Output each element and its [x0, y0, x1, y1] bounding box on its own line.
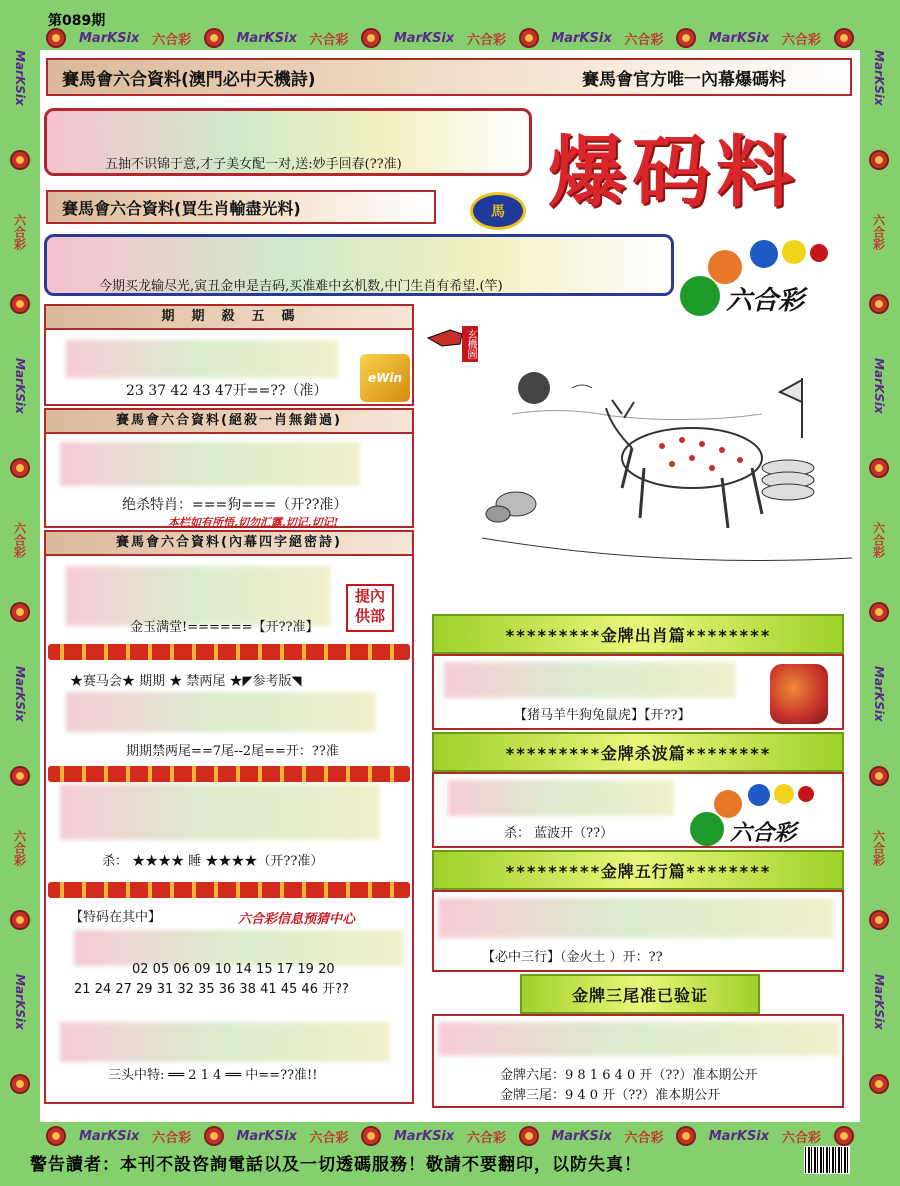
orange-dot-icon	[708, 250, 742, 284]
flower-icon	[46, 28, 66, 48]
lhc-text: 六合彩	[781, 32, 821, 48]
title-bar-top	[46, 58, 852, 96]
flower-icon	[46, 1126, 66, 1146]
blue-dot-icon	[750, 240, 778, 268]
logo-text: 馬	[491, 204, 505, 220]
gold-six-tail: 金牌六尾：9 8 1 6 4 0 开（??）准本期公开	[500, 1068, 758, 1083]
blur-band	[74, 930, 404, 966]
lhc-text: 六合彩	[624, 32, 664, 48]
fist-money-icon	[770, 664, 828, 724]
brand-text: MarKSix	[13, 974, 27, 1030]
kill-zodiac-warning: 本栏如有所悟,切勿汇露,切记,切记!	[168, 516, 339, 529]
flower-icon	[10, 294, 30, 314]
section-title: 期 期 殺 五 碼	[46, 306, 412, 330]
issue-number: 第089期	[48, 13, 106, 29]
horse-logo-icon	[470, 192, 526, 230]
gold-wave-line: 杀： 蓝波开（??）	[504, 826, 614, 841]
ban-tail-title: ★赛马会★ 期期 ★ 禁两尾 ★◤参考版◥	[70, 674, 302, 689]
flower-icon	[10, 910, 30, 930]
top-border	[40, 24, 860, 52]
lhc-logo-text: 六合彩	[726, 286, 805, 316]
kill-five-numbers: 23 37 42 43 47开==??（准）	[126, 383, 328, 399]
brand-text: MarKSix	[13, 666, 27, 722]
flower-icon	[10, 150, 30, 170]
lhc-dots-logo	[680, 236, 850, 316]
blur-band	[438, 1022, 840, 1056]
flower-icon	[676, 1126, 696, 1146]
gold-title: *********金牌杀波篇********	[505, 743, 771, 763]
kill-zodiac-line: 绝杀特肖：===狗===（开??准）	[122, 497, 348, 513]
yellow-dot-icon	[774, 784, 794, 804]
footer-warning: 警告讀者：本刊不設咨詢電話以及一切透碼服務！敬請不要翻印，以防失真！	[30, 1155, 642, 1175]
flower-icon	[519, 1126, 539, 1146]
flower-icon	[361, 1126, 381, 1146]
ewin-text: eWin	[367, 371, 403, 385]
green-dot-icon	[690, 812, 724, 846]
kill-zodiac-section	[44, 408, 414, 528]
lhc-logo-text: 六合彩	[730, 820, 797, 846]
header-title1: 賽馬會六合資料(澳門必中天機詩)	[62, 69, 316, 90]
brand-text: MarKSix	[13, 358, 27, 414]
gold-zodiac-line: 【猪马羊牛狗兔鼠虎】【开??】	[514, 708, 691, 723]
right-border	[862, 28, 896, 1116]
blur-band	[444, 662, 736, 698]
flower-icon	[10, 458, 30, 478]
flower-icon	[361, 28, 381, 48]
brand-text: MarKSix	[872, 358, 886, 414]
gold-zodiac-header	[432, 614, 844, 654]
flower-icon	[10, 602, 30, 622]
green-dot-icon	[680, 276, 720, 316]
flower-icon	[204, 1126, 224, 1146]
gold-title: *********金牌五行篇********	[505, 861, 771, 881]
zodiac-text: 今期买龙输尽光,寅丑金申是吉码,买准难中玄机数,中门生肖有希望.(竿)	[99, 279, 503, 294]
brand-text: MarKSix	[872, 666, 886, 722]
red-dot-icon	[798, 786, 814, 802]
flower-icon	[869, 766, 889, 786]
lhc-text: 六合彩	[871, 213, 886, 250]
left-border	[3, 28, 37, 1116]
bottom-border	[40, 1122, 860, 1150]
blur-band	[66, 692, 376, 732]
riddle-illustration	[472, 318, 858, 580]
brand-text: MarKSix	[79, 30, 140, 46]
flower-icon	[834, 28, 854, 48]
blur-band	[60, 784, 380, 840]
lhc-text: 六合彩	[309, 32, 349, 48]
brand-text: MarKSix	[393, 1128, 455, 1144]
red-dot-icon	[810, 244, 828, 262]
blur-band	[60, 442, 360, 486]
illust-tag: 玄機圖	[462, 326, 478, 362]
brand-text: MarKSix	[551, 30, 612, 46]
gold-three-tail: 金牌三尾：9 4 0 开（??）准本期公开	[500, 1088, 721, 1103]
deer-drawing	[472, 318, 858, 580]
crown-divider	[48, 766, 410, 782]
kill-five-section	[44, 304, 414, 406]
three-head-line: 三头中特: ══ 2 1 4 ══ 中==??准!!	[108, 1068, 318, 1083]
flower-icon	[10, 766, 30, 786]
blur-band	[60, 1022, 390, 1062]
lhc-text: 六合彩	[466, 1130, 506, 1146]
flower-icon	[10, 1074, 30, 1094]
flower-icon	[869, 1074, 889, 1094]
blur-band	[438, 898, 834, 938]
lhc-text: 六合彩	[871, 829, 886, 866]
official-text: 賽馬會官方唯一內幕爆碼料	[582, 69, 786, 90]
crown-divider	[48, 882, 410, 898]
poem-box	[44, 108, 532, 176]
lhc-text: 六合彩	[466, 32, 506, 48]
lhc-text: 六合彩	[12, 213, 27, 250]
brand-text: MarKSix	[79, 1128, 140, 1144]
flower-icon	[834, 1126, 854, 1146]
section-title: 賽馬會六合資料(內幕四字絕密詩)	[46, 532, 412, 556]
ewin-logo-icon	[360, 354, 410, 402]
flower-icon	[869, 458, 889, 478]
brand-text: MarKSix	[13, 50, 27, 106]
flower-icon	[869, 910, 889, 930]
special-numbers-row2: 21 24 27 29 31 32 35 36 38 41 45 46 开??	[74, 982, 349, 997]
poem-text: 五抽不识锦于意,才子美女配一对,送:妙手回春(??准)	[105, 157, 402, 172]
flower-icon	[869, 602, 889, 622]
brand-text: MarKSix	[551, 1128, 612, 1144]
blue-dot-icon	[748, 784, 770, 806]
gold-title: *********金牌出肖篇********	[505, 625, 771, 645]
special-label: 【特码在其中】	[70, 910, 162, 925]
big-title: 爆码料	[548, 127, 801, 218]
gold-element-line: 【必中三行】（金火土 ）开：??	[482, 950, 663, 965]
crown-divider	[48, 644, 410, 660]
flower-icon	[519, 28, 539, 48]
barcode-icon	[804, 1146, 850, 1174]
title-bar-zodiac	[46, 190, 436, 224]
flower-icon	[676, 28, 696, 48]
brand-text: MarKSix	[872, 974, 886, 1030]
gold-tail-body	[432, 1014, 844, 1108]
brand-text: MarKSix	[236, 1128, 297, 1144]
special-numbers-row1: 02 05 06 09 10 14 15 17 19 20	[132, 962, 335, 977]
brand-text: MarKSix	[872, 50, 886, 106]
gold-wave-header	[432, 732, 844, 772]
blur-band	[448, 780, 674, 816]
brand-text: MarKSix	[708, 30, 770, 46]
gold-element-body	[432, 890, 844, 972]
insider-stamp	[346, 584, 394, 632]
lhc-text: 六合彩	[309, 1130, 349, 1146]
orange-dot-icon	[714, 790, 742, 818]
zodiac-box	[44, 234, 674, 296]
lhc-text: 六合彩	[12, 829, 27, 866]
secret-poem-line: 金玉满堂!======【开??准】	[130, 620, 319, 635]
flower-icon	[869, 294, 889, 314]
brand-text: MarKSix	[708, 1128, 770, 1144]
kill-line: 杀： ★★★★ 睡 ★★★★（开??准）	[102, 854, 324, 869]
brand-text: MarKSix	[236, 30, 297, 46]
lhc-text: 六合彩	[152, 32, 192, 48]
yellow-dot-icon	[782, 240, 806, 264]
stamp-text: 提內 供部	[354, 587, 385, 625]
gold-title: 金牌三尾准已验证	[571, 985, 708, 1005]
header-title2: 賽馬會六合資料(買生肖輸盡光料)	[62, 198, 301, 218]
brand-text: MarKSix	[393, 30, 455, 46]
lhc-text: 六合彩	[12, 521, 27, 558]
blur-band	[66, 340, 338, 378]
flower-icon	[204, 28, 224, 48]
lhc-text: 六合彩	[624, 1130, 664, 1146]
lhc-dots-logo-small	[690, 778, 840, 846]
gold-tail-header	[520, 974, 760, 1014]
pointing-hand-icon	[426, 318, 466, 358]
lhc-text: 六合彩	[871, 521, 886, 558]
ban-tail-line: 期期禁两尾==7尾--2尾==开：??准	[126, 744, 339, 759]
section-title: 賽馬會六合資料(絕殺一肖無錯過)	[46, 410, 412, 434]
lhc-text: 六合彩	[152, 1130, 192, 1146]
gold-wave-body	[432, 772, 844, 848]
lhc-text: 六合彩	[781, 1130, 821, 1146]
flower-icon	[869, 150, 889, 170]
special-center: 六合彩信息预猜中心	[238, 912, 356, 927]
gold-element-header	[432, 850, 844, 890]
